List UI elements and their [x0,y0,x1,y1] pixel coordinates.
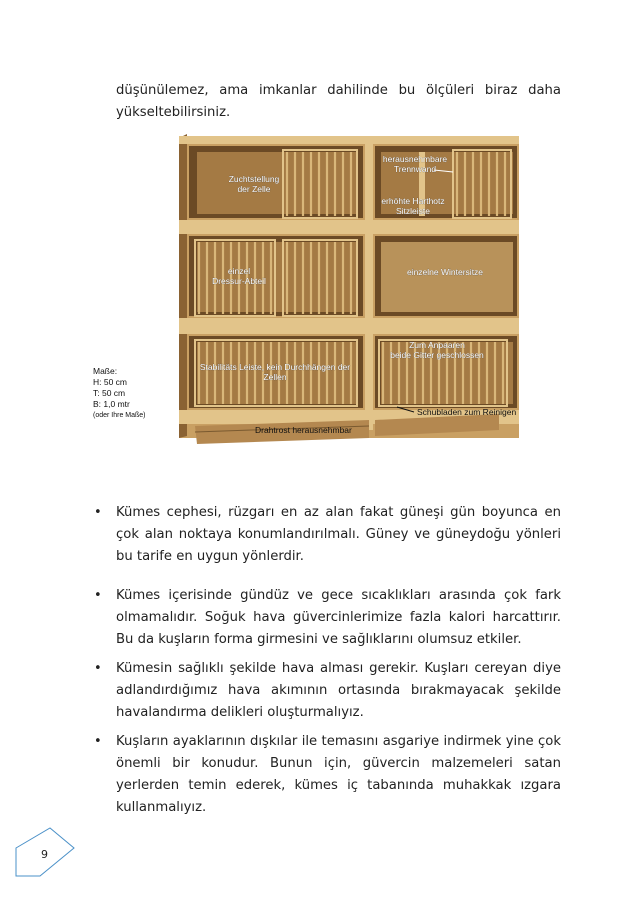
label-anpaaren-2: beide Gitter geschlossen [390,350,484,360]
label-sitzleiste-1: erhöhte Harthotz [381,196,445,206]
bullet-marker: • [94,734,102,749]
label-wintersitze: einzelne Wintersitze [406,267,484,277]
coop-illustration [79,132,540,446]
label-drahtrost: Drahtrost herausnehmbar [255,425,352,435]
label-stabilitaet-2: Zellen [263,372,287,382]
bullet-item-2: Kümes içerisinde gündüz ve gece sıcaklıkları arasında çok fark olmamalıdır. Soğuk hava güvercinlerimize fazla kalori harcattırır. Bu da kuşların forma girmesini ve sağlıklarını olumsuz etkiler. [116,588,561,647]
bullet-item-4: Kuşların ayaklarının dışkılar ile temasını asgariye indirmek yine çok önemli bir konudur. Bunun için, güvercin malzemeleri satan yerlerden temin ederek, kümes iç tabanında muhakkak ızgara kullanmalıyız. [116,734,561,815]
label-stabilitaet-1: Stabilitäts Leiste, kein Durchhängen der [199,362,351,372]
pigeon-coop-photo [79,132,540,446]
page-number-badge [14,826,76,878]
bullet-marker: • [94,588,102,603]
label-dressur-1: einzel [227,266,251,276]
label-anpaaren-1: Zum Anpaaren [409,340,465,350]
label-sitzleiste-2: Sitzleiste [395,206,431,216]
bullet-marker: • [94,661,102,676]
label-masse-0: Maße: [93,366,118,376]
bullet-item-3: Kümesin sağlıklı şekilde hava alması gerekir. Kuşları cereyan diye adlandırdığımız hava akımının ortasında bırakmayacak şekilde havalandırma delikleri oluşturmalıyız. [116,661,561,720]
label-masse-2: T: 50 cm [93,388,126,398]
label-masse-3: B: 1,0 mtr [93,399,130,409]
shelf-1 [179,220,519,234]
label-zuchtstellung-2: der Zelle [237,184,271,194]
label-trennwand-2: Trennwand [393,164,437,174]
label-schubladen: Schubladen zum Reinigen [417,407,517,417]
label-trennwand-1: herausnehmbare [382,154,448,164]
bullet-marker: • [94,505,102,520]
label-masse-1: H: 50 cm [93,377,128,387]
bullet-item-1: Kümes cephesi, rüzgarı en az alan fakat güneşi gün boyunca en çok alan noktaya konumlandırılmalı. Güney ve güneydoğu yönleri bu tarife en uygun yönlerdir. [116,505,561,564]
page-number: 9 [41,848,48,861]
shelf-2 [179,318,519,334]
label-zuchtstellung-1: Zuchtstellung [228,174,280,184]
label-masse-4: (oder Ihre Maße) [93,412,146,419]
intro-paragraph: düşünülemez, ama imkanlar dahilinde bu ölçüleri biraz daha yükseltebilirsiniz. [116,83,561,120]
label-dressur-2: Dressur-Abteil [212,276,266,286]
